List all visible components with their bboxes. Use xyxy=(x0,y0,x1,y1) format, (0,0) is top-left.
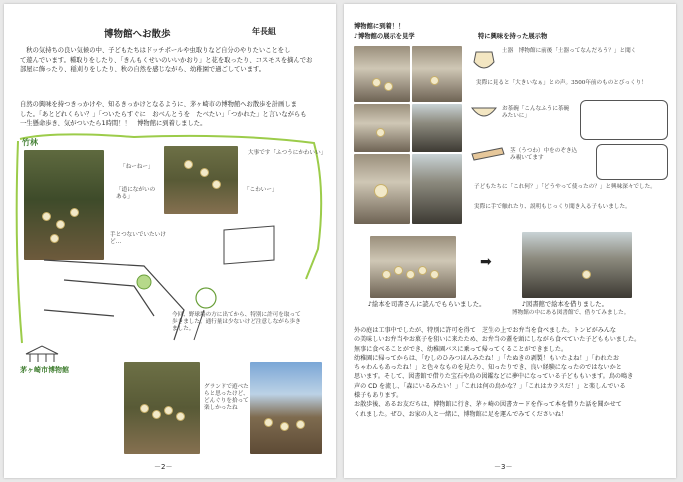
header-favorite: 特に興味を持った展示物 xyxy=(478,33,548,40)
photo-storytime xyxy=(370,236,456,298)
header-exhibits: ♪博物館の展示を見学 xyxy=(354,33,415,40)
handnote: グランドで遊べたらと思ったけど、どんぐりを拾って楽しかったね xyxy=(204,384,249,411)
museum-label: 茅ヶ崎市博物館 xyxy=(20,365,69,374)
photo-exhibit-6 xyxy=(412,154,462,224)
text-line: した。「あとどれくらい？」「ついたらすぐに おべんとうを たべたい」「つかれた」と言いながらも xyxy=(20,110,307,118)
exhibit-note: 実際に手で触れたり、説明もじっくり聞き入る子もいました。 xyxy=(474,204,631,210)
tube-sketch-icon xyxy=(468,144,508,162)
text-line: て遊んでいます。種取りをしたり、「きんもくせいのいいかおり」と花を取ったり、コスモスを摘んでお xyxy=(20,56,313,64)
bowl-sketch-icon xyxy=(468,102,500,124)
route-map-sketch xyxy=(24,220,314,360)
handnote: 「道にながいのある」 xyxy=(116,187,156,200)
photo-library xyxy=(522,232,632,298)
caption-storytime: ♪絵本を司書さんに読んでもらいました。 xyxy=(368,301,486,308)
exhibit-note: 茎（うつわ）中をのぞき込み覗いてます xyxy=(510,148,578,161)
text-line: 幼稚園に帰ってからは、「むしのひみつほんみたね！」「たぬきの剥製！もいたよね！」「われたお xyxy=(354,354,619,362)
plan-paragraph xyxy=(20,100,326,129)
photo-forest-path xyxy=(164,146,238,214)
handnote: 「ねーねー」 xyxy=(120,164,154,170)
page-number: －2－ xyxy=(154,463,173,471)
header-arrived: 博物館に到着！！ xyxy=(354,23,405,30)
page-right xyxy=(344,4,676,478)
handnote: 「こわいー」 xyxy=(244,187,278,193)
photo-grassy-path xyxy=(124,362,200,454)
text-line: 様子もあります。 xyxy=(354,392,403,400)
arrow-right-icon: ➡ xyxy=(480,254,492,270)
exhibit-note: 子どもたちに「これ何？」「どうやって使ったの？」と興味深々でした。 xyxy=(474,184,656,190)
text-line: ちゃわんもあったね！」と色々なものを見たり、知ったりでき、良い経験になったのではないかと xyxy=(354,364,622,372)
text-line: 秋の気持ちの良い気候の中、子どもたちはドッチボールや虫取りなど自分のやりたいことをし xyxy=(20,47,291,54)
text-line: 部屋に飾ったり、稲刈りをしたり、秋の自然を感じながら、幼稚園で過ごしています。 xyxy=(20,66,266,74)
text-line: 思います。そして、図書館で借りた宝石や鳥の図鑑などに夢中になっている子どももいます。鳥の鳴き xyxy=(354,373,634,381)
body-paragraph xyxy=(354,326,670,419)
photo-exhibit-2 xyxy=(412,46,462,102)
page-left xyxy=(4,4,336,478)
speech-bubble xyxy=(580,100,668,140)
caption-library: ♪図書館で絵本を借りました。 xyxy=(522,301,608,308)
pottery-sketch-icon xyxy=(468,48,500,76)
text-line: 外の庭は工事中でしたが、特別に許可を得て 芝生の上でお弁当を食べました。トンビがみんな xyxy=(354,327,617,334)
text-line: の美味しいお弁当やお菓子を狙いに来たため、お弁当の蓋を頭にしながら食べていた子どももいました。 xyxy=(354,336,641,344)
text-line: 声の CD を流し、「森にいるみたい！」「これは何の鳥かな？」「これはカラスだ！」と楽しんでいる xyxy=(354,382,626,390)
photo-exhibit-3 xyxy=(354,104,410,152)
caption-library-note: 博物館の中にある図書館で、借りてみました。 xyxy=(512,310,630,316)
text-line: お散歩後、あるお友だちは、博物館に行き、茅ヶ崎の図書カードを作って本を借りた話を聞かせて xyxy=(354,401,622,409)
intro-paragraph xyxy=(20,46,326,75)
page-number: －3－ xyxy=(494,463,513,471)
page-title: 博物館へお散歩 xyxy=(104,29,171,40)
photo-open-field xyxy=(250,362,322,454)
class-name: 年長組 xyxy=(252,27,276,36)
photo-exhibit-5 xyxy=(354,154,410,224)
bamboo-label: 竹林 xyxy=(22,137,38,147)
text-line: 自然の興味を持つきっかけや、知るきっかけとなるように、茅ヶ崎市の博物館へお散歩を計画しま xyxy=(20,101,297,108)
handnote: 今回、野球場の方に出てから、特別に許可を取って歩きました。通行量は少ないけど注意しながら歩きました。 xyxy=(172,312,301,332)
speech-bubble xyxy=(596,144,668,180)
exhibit-note: 土器 博物館に前後「土器ってなんだろう？」と聞く xyxy=(502,48,637,54)
text-line: くれました。ぜひ、お家の人と一緒に、博物館に足を運んでみてくださいね！ xyxy=(354,410,568,418)
text-line: 一生懸命歩き、気がついたら1時間！！ 博物館に到着しました。 xyxy=(20,120,207,128)
exhibit-note: お茶碗「こんなふうに茶碗みたいに」 xyxy=(502,106,570,119)
handnote: 大事です「ふつうにかわいい」 xyxy=(248,150,327,156)
museum-icon xyxy=(22,344,62,364)
photo-exhibit-4 xyxy=(412,104,462,152)
photo-exhibit-1 xyxy=(354,46,410,102)
handnote: 手とつないでいたいけど… xyxy=(110,232,166,245)
text-line: 無事に食べることができ、幼稚園バスに乗って帰ってくることができました。 xyxy=(354,345,568,353)
exhibit-note: 実際に見ると「大きいなぁ」との声。3500年前のものとびっくり！ xyxy=(476,80,647,86)
